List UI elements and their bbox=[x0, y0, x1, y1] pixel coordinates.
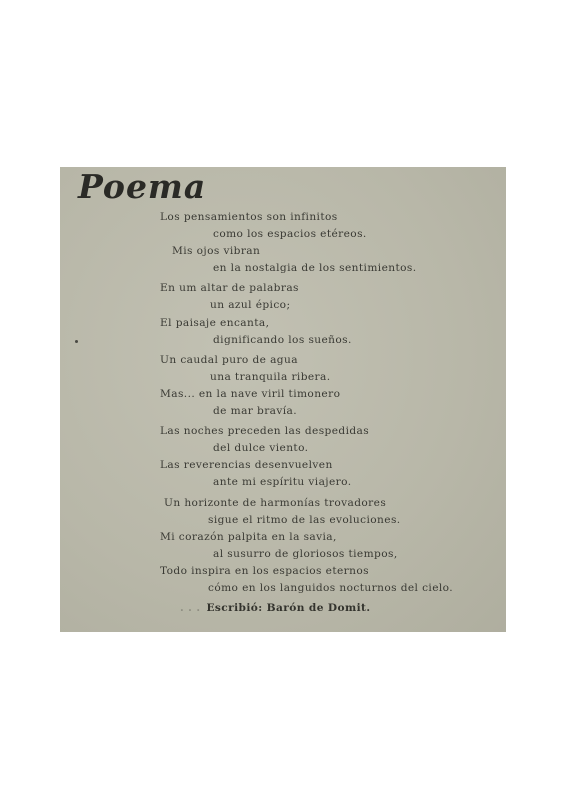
poem-line: Un caudal puro de agua bbox=[160, 353, 298, 366]
poem-line: Las noches preceden las despedidas bbox=[160, 425, 370, 438]
poem-line: Los pensamientos son infinitos bbox=[160, 211, 338, 223]
newspaper-clipping bbox=[60, 167, 506, 632]
poem-line: sigue el ritmo de las evoluciones. bbox=[208, 513, 401, 526]
signature-dots: . . . bbox=[180, 602, 201, 615]
signature-text: Escribió: Barón de Domit. bbox=[206, 602, 371, 615]
poem-line: Todo inspira en los espacios eternos bbox=[160, 564, 369, 577]
poem-line: del dulce viento. bbox=[213, 442, 309, 455]
poem-line: Las reverencias desenvuelven bbox=[160, 459, 333, 472]
poem-line: Un horizonte de harmonías trovadores bbox=[164, 496, 387, 509]
poem-line: Mas... en la nave viril timonero bbox=[160, 387, 341, 400]
poem-line: Mis ojos vibran bbox=[172, 245, 261, 258]
poem-line: una tranquila ribera. bbox=[210, 370, 331, 383]
poem-line: cómo en los languidos nocturnos del cielo. bbox=[208, 581, 454, 594]
poem-title: Poema bbox=[78, 167, 207, 206]
stanza-1 bbox=[60, 209, 506, 277]
poem-line: en la nostalgia de los sentimientos. bbox=[213, 262, 417, 275]
poem-line: ante mi espíritu viajero. bbox=[213, 476, 352, 489]
stanza-2 bbox=[60, 280, 506, 348]
stanza-4 bbox=[60, 423, 506, 491]
poem-signature bbox=[60, 600, 506, 617]
stanza-5 bbox=[60, 495, 506, 598]
poem-line: Mi corazón palpita en la savia, bbox=[160, 530, 337, 543]
poem-line: de mar bravía. bbox=[213, 405, 298, 418]
poem-line: como los espacios etéreos. bbox=[213, 228, 367, 241]
poem-body bbox=[60, 209, 506, 617]
poem-line: El paisaje encanta, bbox=[160, 316, 270, 329]
poem-line: En um altar de palabras bbox=[160, 282, 299, 295]
poem-line: dignificando los sueños. bbox=[213, 333, 352, 346]
poem-line: al susurro de gloriosos tiempos, bbox=[213, 547, 398, 560]
stanza-3 bbox=[60, 352, 506, 420]
poem-line: un azul épico; bbox=[210, 299, 291, 312]
